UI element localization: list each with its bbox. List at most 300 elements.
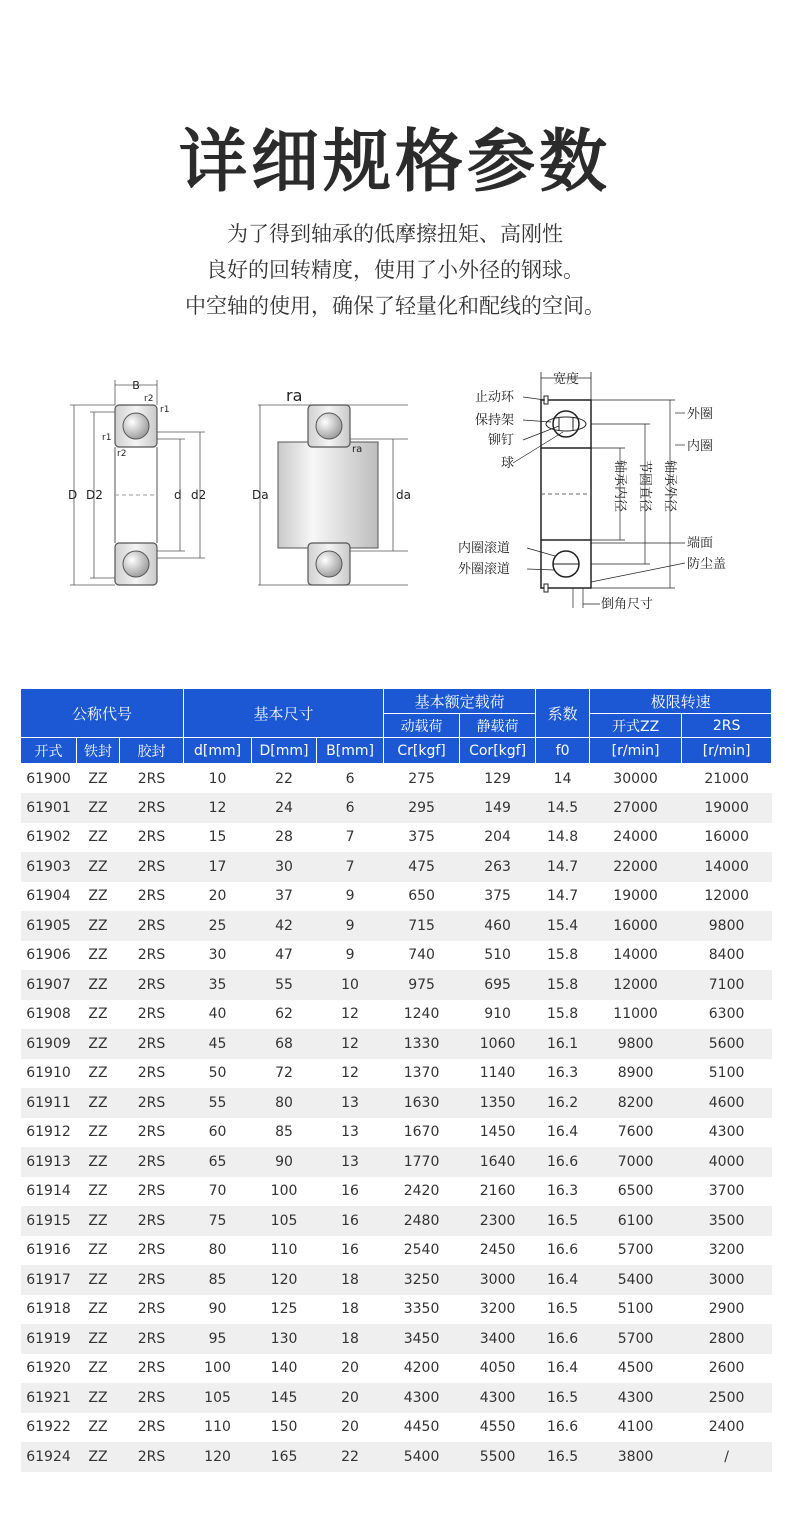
cell-f0: 16.4 <box>536 1354 590 1384</box>
cell-d: 35 <box>184 970 252 1000</box>
label-r2-top: r2 <box>144 394 154 404</box>
cell-model: 61906 <box>21 941 77 971</box>
cell-cr: 740 <box>384 941 460 971</box>
cell-model: 61900 <box>21 764 77 794</box>
cell-d: 17 <box>184 852 252 882</box>
cell-model: 61914 <box>21 1177 77 1207</box>
cell-speed-zz: 8200 <box>590 1088 682 1118</box>
cell-speed-rs: 4600 <box>682 1088 772 1118</box>
cell-open: ZZ <box>77 941 120 971</box>
cell-D: 100 <box>252 1177 317 1207</box>
cell-speed-zz: 5700 <box>590 1236 682 1266</box>
cell-d: 40 <box>184 1000 252 1030</box>
cell-open: ZZ <box>77 970 120 1000</box>
table-row <box>21 941 772 971</box>
cell-seal-zz: 2RS <box>120 1147 184 1177</box>
cell-open: ZZ <box>77 1295 120 1325</box>
header-B-mm: B[mm] <box>317 738 384 764</box>
cell-speed-zz: 9800 <box>590 1029 682 1059</box>
cell-seal-zz: 2RS <box>120 1324 184 1354</box>
cell-speed-rs: 4000 <box>682 1147 772 1177</box>
cell-model: 61924 <box>21 1442 77 1472</box>
cell-speed-zz: 5400 <box>590 1265 682 1295</box>
header-load-rating: 基本额定载荷 <box>384 689 536 714</box>
cell-speed-rs: 14000 <box>682 852 772 882</box>
cell-speed-zz: 5100 <box>590 1295 682 1325</box>
table-row <box>21 1118 772 1148</box>
cell-D: 68 <box>252 1029 317 1059</box>
cell-open: ZZ <box>77 1265 120 1295</box>
cell-speed-zz: 27000 <box>590 793 682 823</box>
cell-cor: 1350 <box>460 1088 536 1118</box>
header-open: 开式 <box>21 738 77 764</box>
label-inner-raceway: 内圈滚道 <box>458 541 511 556</box>
header-f0: f0 <box>536 738 590 764</box>
cell-speed-rs: / <box>682 1442 772 1472</box>
cell-model: 61916 <box>21 1236 77 1266</box>
cell-open: ZZ <box>77 1442 120 1472</box>
cell-model: 61912 <box>21 1118 77 1148</box>
spec-table-body <box>21 764 772 1472</box>
table-row <box>21 911 772 941</box>
cell-f0: 16.3 <box>536 1177 590 1207</box>
cell-B: 7 <box>317 852 384 882</box>
cell-f0: 16.2 <box>536 1088 590 1118</box>
cell-cr: 5400 <box>384 1442 460 1472</box>
cell-seal-zz: 2RS <box>120 1000 184 1030</box>
cell-d: 45 <box>184 1029 252 1059</box>
cell-B: 12 <box>317 1000 384 1030</box>
cell-f0: 16.5 <box>536 1206 590 1236</box>
bearing-nomenclature-diagram <box>455 360 755 620</box>
cell-cr: 1240 <box>384 1000 460 1030</box>
cell-cr: 2540 <box>384 1236 460 1266</box>
cell-cor: 1060 <box>460 1029 536 1059</box>
cell-D: 165 <box>252 1442 317 1472</box>
cell-cr: 715 <box>384 911 460 941</box>
page-title: 详细规格参数 <box>178 123 611 202</box>
cell-D: 145 <box>252 1383 317 1413</box>
label-rivet: 铆钉 <box>488 433 515 448</box>
label-outer-dia: 轴承外径 <box>662 460 677 513</box>
cell-open: ZZ <box>77 1000 120 1030</box>
label-D2: D2 <box>86 488 103 502</box>
cell-model: 61921 <box>21 1383 77 1413</box>
cell-speed-zz: 11000 <box>590 1000 682 1030</box>
cell-cor: 4050 <box>460 1354 536 1384</box>
header-2rs: 2RS <box>682 714 772 738</box>
spec-table <box>20 688 772 1472</box>
cell-seal-zz: 2RS <box>120 1236 184 1266</box>
table-row <box>21 1413 772 1443</box>
cell-B: 20 <box>317 1354 384 1384</box>
label-r1-top: r1 <box>160 405 170 415</box>
cell-seal-zz: 2RS <box>120 793 184 823</box>
cell-seal-zz: 2RS <box>120 1088 184 1118</box>
label-da: da <box>396 488 411 502</box>
cell-D: 105 <box>252 1206 317 1236</box>
table-row <box>21 1000 772 1030</box>
cell-d: 90 <box>184 1295 252 1325</box>
cell-d: 20 <box>184 882 252 912</box>
cell-speed-zz: 30000 <box>590 764 682 794</box>
cell-seal-zz: 2RS <box>120 911 184 941</box>
cell-cr: 295 <box>384 793 460 823</box>
cell-model: 61917 <box>21 1265 77 1295</box>
table-row <box>21 1236 772 1266</box>
cell-d: 50 <box>184 1059 252 1089</box>
cell-D: 42 <box>252 911 317 941</box>
cell-speed-zz: 7000 <box>590 1147 682 1177</box>
cell-d: 85 <box>184 1265 252 1295</box>
cell-D: 47 <box>252 941 317 971</box>
cell-seal-zz: 2RS <box>120 852 184 882</box>
cell-f0: 16.5 <box>536 1295 590 1325</box>
cell-B: 20 <box>317 1383 384 1413</box>
cell-B: 18 <box>317 1324 384 1354</box>
cell-f0: 16.4 <box>536 1265 590 1295</box>
cell-cor: 910 <box>460 1000 536 1030</box>
cell-speed-zz: 3800 <box>590 1442 682 1472</box>
label-Da: Da <box>252 488 269 502</box>
cell-speed-rs: 2900 <box>682 1295 772 1325</box>
header-factor: 系数 <box>536 689 590 738</box>
label-d: d <box>174 488 182 502</box>
cell-speed-zz: 24000 <box>590 823 682 853</box>
cell-open: ZZ <box>77 1354 120 1384</box>
table-row <box>21 970 772 1000</box>
cell-f0: 16.6 <box>536 1413 590 1443</box>
cell-model: 61902 <box>21 823 77 853</box>
cell-seal-zz: 2RS <box>120 1177 184 1207</box>
cell-speed-zz: 7600 <box>590 1118 682 1148</box>
table-row <box>21 1265 772 1295</box>
cell-B: 16 <box>317 1206 384 1236</box>
cell-d: 75 <box>184 1206 252 1236</box>
cell-open: ZZ <box>77 1147 120 1177</box>
cell-cr: 650 <box>384 882 460 912</box>
cell-open: ZZ <box>77 1177 120 1207</box>
cell-speed-rs: 6300 <box>682 1000 772 1030</box>
cell-model: 61903 <box>21 852 77 882</box>
cell-model: 61918 <box>21 1295 77 1325</box>
cell-speed-rs: 3700 <box>682 1177 772 1207</box>
cell-B: 13 <box>317 1118 384 1148</box>
label-r1-side: r1 <box>102 433 112 443</box>
cell-model: 61915 <box>21 1206 77 1236</box>
cell-open: ZZ <box>77 1029 120 1059</box>
cell-cor: 2300 <box>460 1206 536 1236</box>
cell-speed-rs: 7100 <box>682 970 772 1000</box>
cell-d: 100 <box>184 1354 252 1384</box>
intro-line-3: 中空轴的使用，确保了轻量化和配线的空间。 <box>185 294 605 318</box>
header-speed-limit: 极限转速 <box>590 689 772 714</box>
cell-cor: 1640 <box>460 1147 536 1177</box>
table-row <box>21 1059 772 1089</box>
cell-open: ZZ <box>77 1059 120 1089</box>
cell-f0: 16.1 <box>536 1029 590 1059</box>
cell-cor: 375 <box>460 882 536 912</box>
cell-B: 12 <box>317 1029 384 1059</box>
cell-cor: 460 <box>460 911 536 941</box>
cell-speed-zz: 5700 <box>590 1324 682 1354</box>
header-basic-dims: 基本尺寸 <box>184 689 384 738</box>
header-open-zz: 开式ZZ <box>590 714 682 738</box>
cell-open: ZZ <box>77 1324 120 1354</box>
cell-B: 12 <box>317 1059 384 1089</box>
cell-model: 61920 <box>21 1354 77 1384</box>
cell-B: 22 <box>317 1442 384 1472</box>
cell-speed-rs: 21000 <box>682 764 772 794</box>
cell-cr: 2420 <box>384 1177 460 1207</box>
label-face: 端面 <box>687 536 714 551</box>
cell-speed-zz: 6500 <box>590 1177 682 1207</box>
cell-cr: 4200 <box>384 1354 460 1384</box>
cell-seal-zz: 2RS <box>120 1354 184 1384</box>
cell-d: 65 <box>184 1147 252 1177</box>
cell-cr: 975 <box>384 970 460 1000</box>
cell-seal-zz: 2RS <box>120 1206 184 1236</box>
cell-seal-zz: 2RS <box>120 823 184 853</box>
cell-open: ZZ <box>77 1383 120 1413</box>
label-B: B <box>132 379 140 392</box>
cell-open: ZZ <box>77 1206 120 1236</box>
cell-B: 16 <box>317 1177 384 1207</box>
cell-seal-zz: 2RS <box>120 941 184 971</box>
cell-cor: 4300 <box>460 1383 536 1413</box>
cell-d: 60 <box>184 1118 252 1148</box>
cell-d: 70 <box>184 1177 252 1207</box>
cell-cr: 4300 <box>384 1383 460 1413</box>
cell-seal-zz: 2RS <box>120 764 184 794</box>
table-row <box>21 852 772 882</box>
cell-cr: 275 <box>384 764 460 794</box>
bearing-dimension-diagram <box>60 360 280 600</box>
label-D: D <box>68 488 78 502</box>
cell-D: 130 <box>252 1324 317 1354</box>
label-r2-side: r2 <box>117 449 127 459</box>
cell-cor: 4550 <box>460 1413 536 1443</box>
cell-open: ZZ <box>77 793 120 823</box>
cell-f0: 14.7 <box>536 882 590 912</box>
header-rmin-rs: [r/min] <box>682 738 772 764</box>
label-cage: 保持架 <box>475 413 515 428</box>
header-iron-seal: 铁封 <box>77 738 120 764</box>
table-row <box>21 882 772 912</box>
table-row <box>21 1088 772 1118</box>
cell-speed-rs: 5600 <box>682 1029 772 1059</box>
cell-speed-rs: 2600 <box>682 1354 772 1384</box>
cell-cr: 1330 <box>384 1029 460 1059</box>
cell-cr: 2480 <box>384 1206 460 1236</box>
cell-D: 90 <box>252 1147 317 1177</box>
header-dynamic: 动载荷 <box>384 714 460 738</box>
cell-speed-rs: 5100 <box>682 1059 772 1089</box>
cell-model: 61910 <box>21 1059 77 1089</box>
cell-d: 55 <box>184 1088 252 1118</box>
cell-speed-zz: 4500 <box>590 1354 682 1384</box>
cell-cr: 3350 <box>384 1295 460 1325</box>
cell-speed-rs: 19000 <box>682 793 772 823</box>
cell-cor: 149 <box>460 793 536 823</box>
cell-speed-rs: 4300 <box>682 1118 772 1148</box>
cell-open: ZZ <box>77 1413 120 1443</box>
label-shield: 防尘盖 <box>687 557 727 572</box>
cell-seal-zz: 2RS <box>120 1383 184 1413</box>
table-row <box>21 1177 772 1207</box>
cell-speed-rs: 3000 <box>682 1265 772 1295</box>
cell-open: ZZ <box>77 823 120 853</box>
cell-D: 110 <box>252 1236 317 1266</box>
cell-speed-rs: 2800 <box>682 1324 772 1354</box>
cell-B: 20 <box>317 1413 384 1443</box>
cell-cr: 1770 <box>384 1147 460 1177</box>
cell-seal-zz: 2RS <box>120 1442 184 1472</box>
cell-cr: 1670 <box>384 1118 460 1148</box>
cell-cor: 695 <box>460 970 536 1000</box>
cell-B: 18 <box>317 1295 384 1325</box>
cell-cr: 4450 <box>384 1413 460 1443</box>
label-outer-ring: 外圈 <box>687 407 714 422</box>
intro-line-1: 为了得到轴承的低摩擦扭矩、高刚性 <box>227 222 563 246</box>
table-row <box>21 1383 772 1413</box>
cell-speed-rs: 12000 <box>682 882 772 912</box>
cell-B: 6 <box>317 764 384 794</box>
cell-cr: 1630 <box>384 1088 460 1118</box>
label-chamfer: 倒角尺寸 <box>601 597 654 612</box>
cell-model: 61922 <box>21 1413 77 1443</box>
cell-open: ZZ <box>77 882 120 912</box>
cell-seal-zz: 2RS <box>120 1059 184 1089</box>
cell-B: 9 <box>317 941 384 971</box>
cell-f0: 16.5 <box>536 1442 590 1472</box>
cell-cor: 5500 <box>460 1442 536 1472</box>
cell-speed-zz: 19000 <box>590 882 682 912</box>
cell-d: 25 <box>184 911 252 941</box>
cell-d: 15 <box>184 823 252 853</box>
cell-open: ZZ <box>77 764 120 794</box>
cell-cr: 3250 <box>384 1265 460 1295</box>
cell-B: 16 <box>317 1236 384 1266</box>
cell-speed-rs: 2400 <box>682 1413 772 1443</box>
cell-model: 61907 <box>21 970 77 1000</box>
cell-d: 10 <box>184 764 252 794</box>
cell-d: 30 <box>184 941 252 971</box>
cell-B: 9 <box>317 882 384 912</box>
header-code: 公称代号 <box>21 689 184 738</box>
cell-f0: 14.8 <box>536 823 590 853</box>
table-row <box>21 793 772 823</box>
cell-cr: 375 <box>384 823 460 853</box>
cell-cor: 3200 <box>460 1295 536 1325</box>
cell-D: 125 <box>252 1295 317 1325</box>
cell-speed-rs: 2500 <box>682 1383 772 1413</box>
cell-open: ZZ <box>77 1236 120 1266</box>
header-D-mm: D[mm] <box>252 738 317 764</box>
cell-speed-zz: 8900 <box>590 1059 682 1089</box>
cell-cor: 263 <box>460 852 536 882</box>
cell-model: 61901 <box>21 793 77 823</box>
label-ball: 球 <box>501 456 515 471</box>
cell-B: 13 <box>317 1088 384 1118</box>
label-width: 宽度 <box>552 372 580 387</box>
cell-D: 80 <box>252 1088 317 1118</box>
table-row <box>21 1324 772 1354</box>
intro-line-2: 良好的回转精度，使用了小外径的钢球。 <box>206 258 584 282</box>
cell-speed-zz: 14000 <box>590 941 682 971</box>
cell-cor: 3400 <box>460 1324 536 1354</box>
label-outer-raceway: 外圈滚道 <box>458 562 511 577</box>
table-row <box>21 1354 772 1384</box>
label-snap-ring: 止动环 <box>475 390 515 405</box>
cell-f0: 14.5 <box>536 793 590 823</box>
cell-speed-zz: 4100 <box>590 1413 682 1443</box>
cell-cr: 3450 <box>384 1324 460 1354</box>
cell-D: 140 <box>252 1354 317 1384</box>
cell-seal-zz: 2RS <box>120 1413 184 1443</box>
cell-open: ZZ <box>77 911 120 941</box>
cell-cor: 129 <box>460 764 536 794</box>
cell-speed-rs: 3200 <box>682 1236 772 1266</box>
table-row <box>21 764 772 794</box>
cell-f0: 16.4 <box>536 1118 590 1148</box>
cell-model: 61904 <box>21 882 77 912</box>
cell-speed-rs: 16000 <box>682 823 772 853</box>
cell-cor: 1140 <box>460 1059 536 1089</box>
cell-open: ZZ <box>77 852 120 882</box>
cell-speed-zz: 22000 <box>590 852 682 882</box>
cell-d: 80 <box>184 1236 252 1266</box>
header-cor: Cor[kgf] <box>460 738 536 764</box>
cell-seal-zz: 2RS <box>120 1118 184 1148</box>
cell-d: 120 <box>184 1442 252 1472</box>
cell-speed-zz: 4300 <box>590 1383 682 1413</box>
cell-seal-zz: 2RS <box>120 882 184 912</box>
cell-B: 6 <box>317 793 384 823</box>
cell-D: 85 <box>252 1118 317 1148</box>
cell-model: 61919 <box>21 1324 77 1354</box>
cell-seal-zz: 2RS <box>120 1295 184 1325</box>
cell-B: 13 <box>317 1147 384 1177</box>
cell-D: 28 <box>252 823 317 853</box>
table-row <box>21 1442 772 1472</box>
cell-speed-zz: 6100 <box>590 1206 682 1236</box>
cell-d: 95 <box>184 1324 252 1354</box>
cell-speed-rs: 8400 <box>682 941 772 971</box>
cell-f0: 14.7 <box>536 852 590 882</box>
cell-seal-zz: 2RS <box>120 1029 184 1059</box>
cell-f0: 16.3 <box>536 1059 590 1089</box>
table-row <box>21 1295 772 1325</box>
bearing-mounting-diagram <box>248 360 418 600</box>
table-row <box>21 1029 772 1059</box>
cell-B: 7 <box>317 823 384 853</box>
cell-B: 10 <box>317 970 384 1000</box>
cell-D: 72 <box>252 1059 317 1089</box>
cell-f0: 16.6 <box>536 1324 590 1354</box>
cell-open: ZZ <box>77 1118 120 1148</box>
cell-f0: 16.6 <box>536 1236 590 1266</box>
label-pitch-dia: 节圆直径 <box>637 460 652 513</box>
cell-cor: 204 <box>460 823 536 853</box>
cell-f0: 15.8 <box>536 970 590 1000</box>
cell-d: 110 <box>184 1413 252 1443</box>
cell-D: 30 <box>252 852 317 882</box>
cell-D: 120 <box>252 1265 317 1295</box>
cell-cor: 2160 <box>460 1177 536 1207</box>
cell-D: 37 <box>252 882 317 912</box>
cell-seal-zz: 2RS <box>120 970 184 1000</box>
